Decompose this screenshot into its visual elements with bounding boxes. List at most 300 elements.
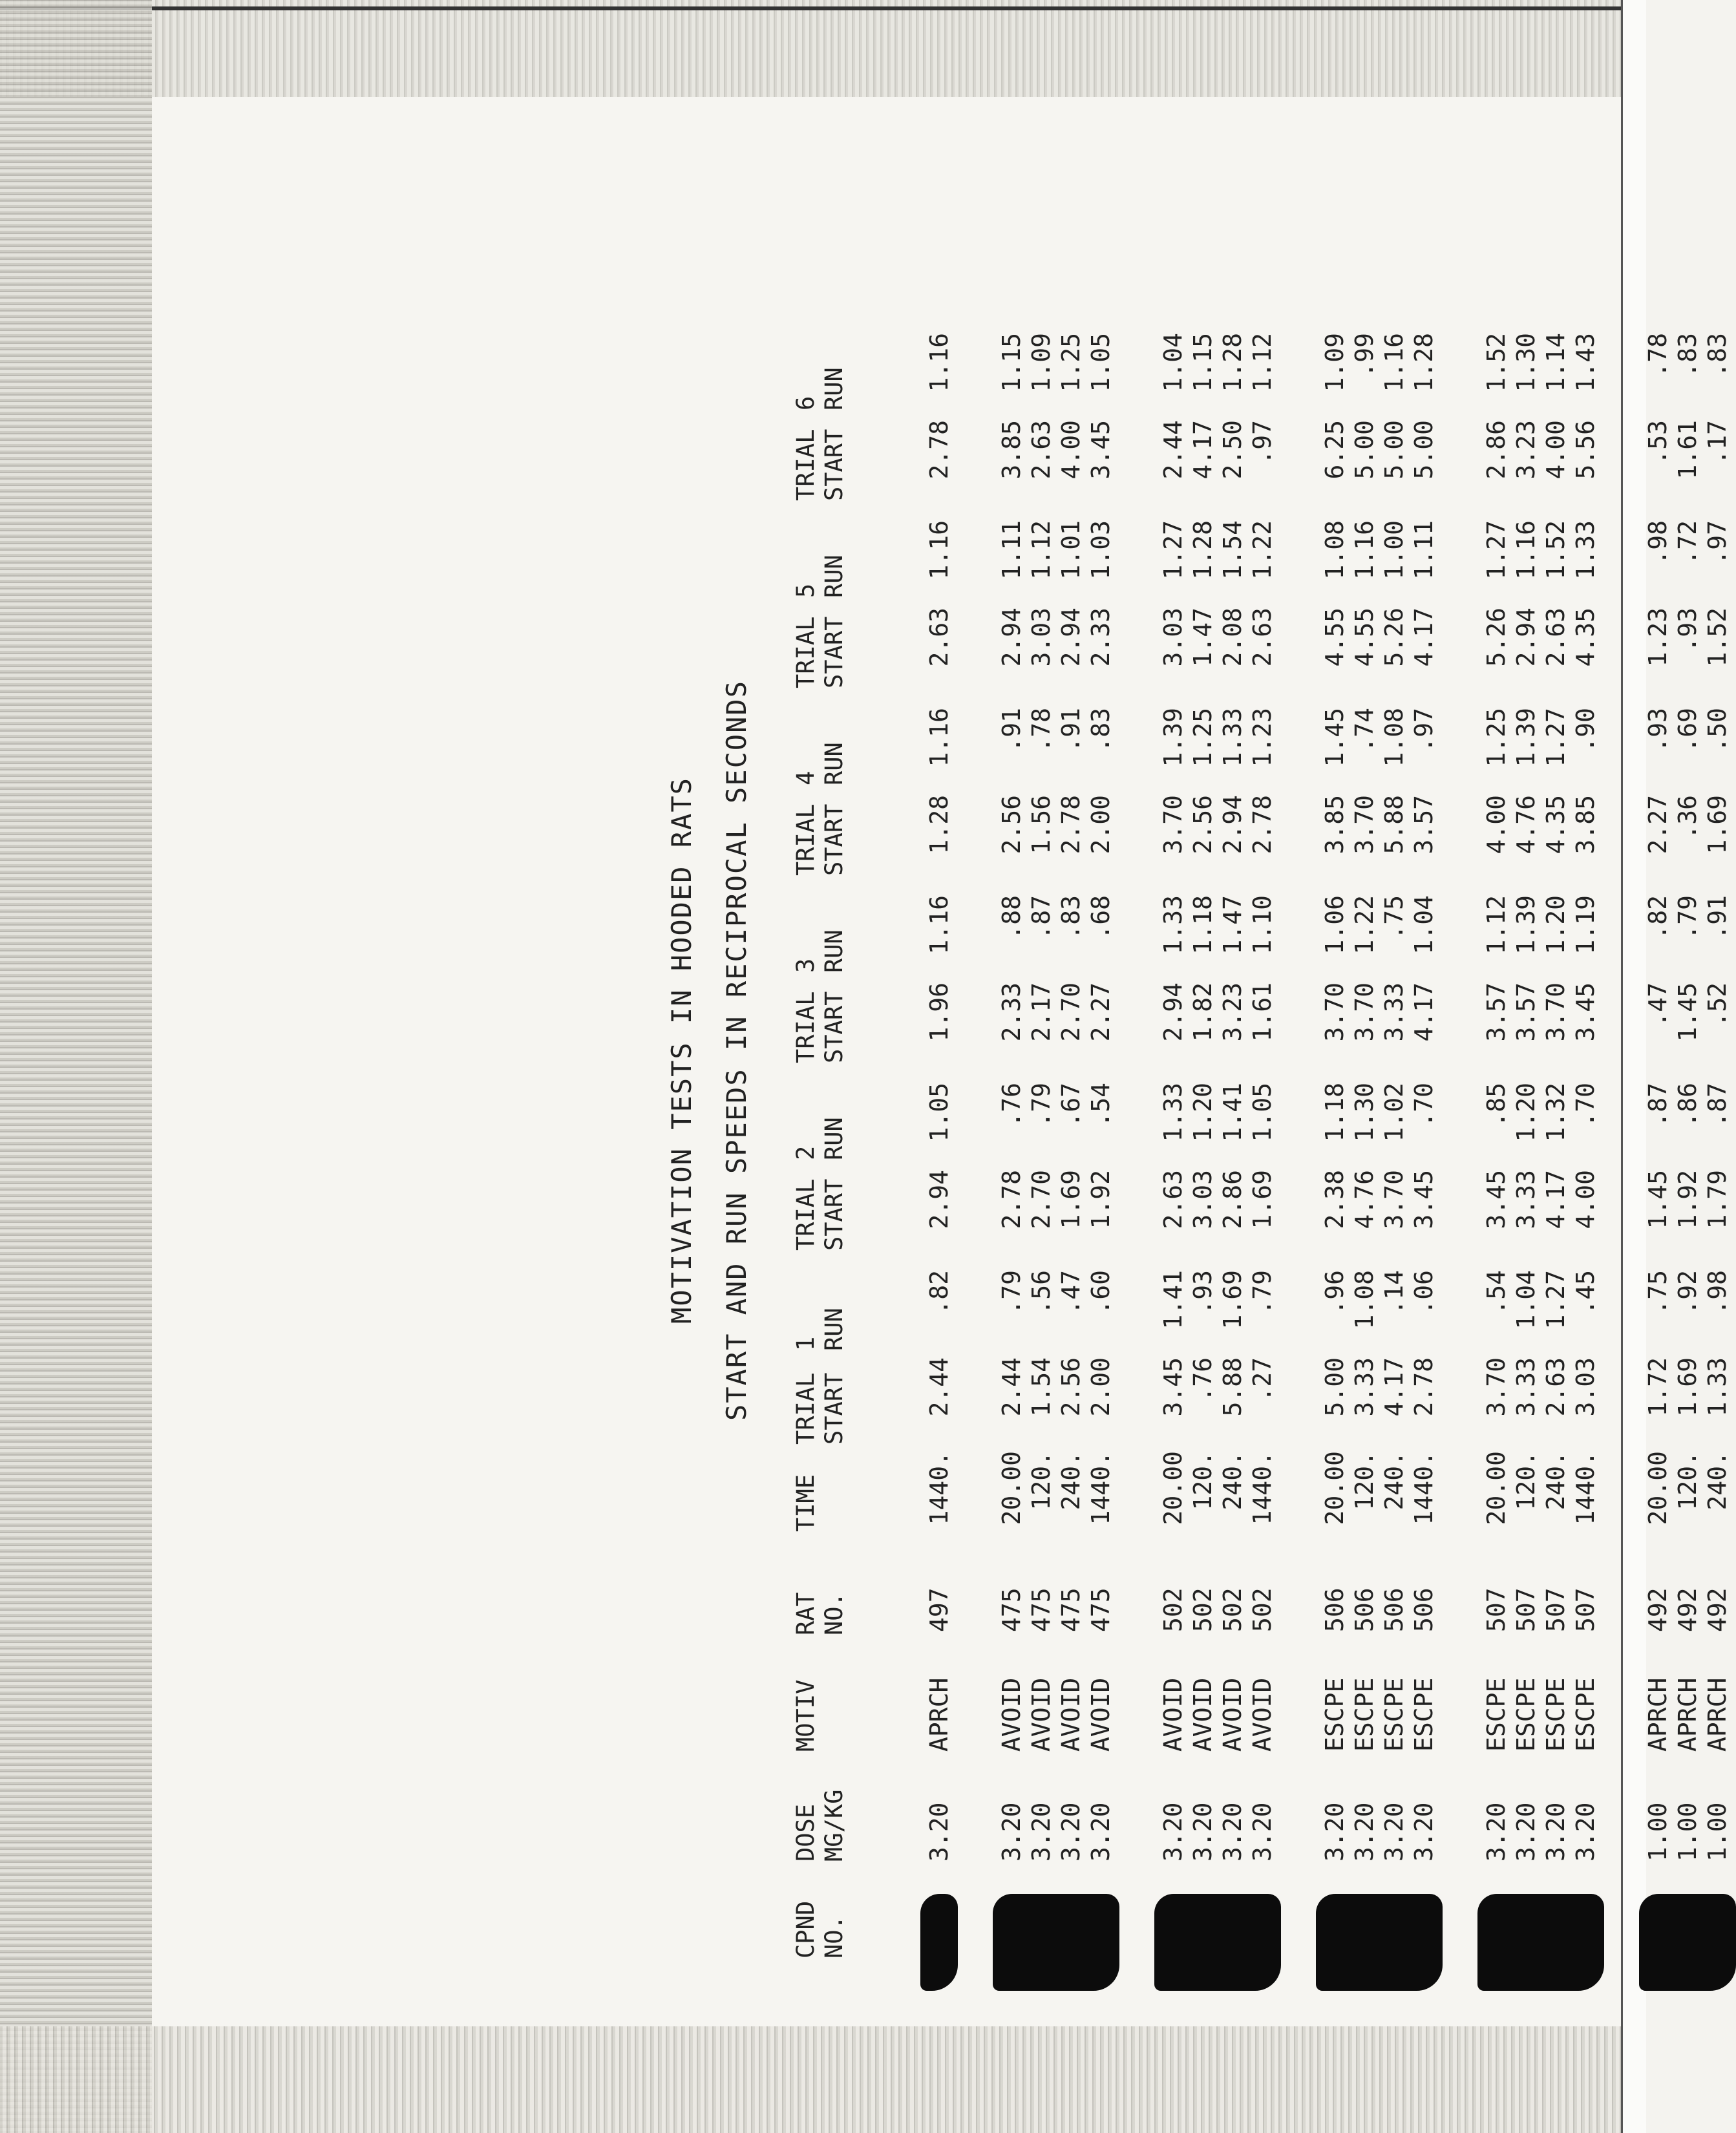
cell-trial3-run: .68 xyxy=(1086,895,1115,940)
cell-trial6-run: 1.15 xyxy=(997,333,1026,392)
cell-trial2-start: 2.38 xyxy=(1320,1170,1349,1229)
table-row xyxy=(1320,129,1350,1971)
cell-time: 20.00 xyxy=(1159,1451,1187,1525)
cell-trial4-run: .50 xyxy=(1703,708,1731,752)
column-header-line1: TRIAL xyxy=(792,991,820,1063)
row-group xyxy=(1481,129,1600,1971)
cell-trial2-run: 1.05 xyxy=(1248,1083,1276,1142)
cell-motiv: ESCPE xyxy=(1571,1677,1600,1752)
cell-trial6-run: 1.15 xyxy=(1189,333,1217,392)
cell-trial2-start: 2.70 xyxy=(1027,1170,1055,1229)
scan-edge-top xyxy=(0,0,1644,97)
cell-trial6-run: 1.30 xyxy=(1512,333,1540,392)
cell-trial4-start: .36 xyxy=(1673,795,1702,840)
cell-trial1-run: 1.08 xyxy=(1350,1270,1379,1330)
cell-motiv: AVOID xyxy=(1086,1677,1115,1752)
table-row xyxy=(1247,129,1277,1971)
cell-trial3-start: 3.45 xyxy=(1571,982,1600,1042)
cell-trial1-run: .60 xyxy=(1086,1270,1115,1315)
cell-trial2-start: 4.76 xyxy=(1350,1170,1379,1229)
cell-trial6-run: .99 xyxy=(1350,333,1379,377)
cell-time: 1440. xyxy=(1410,1451,1438,1525)
cell-trial1-start: 2.78 xyxy=(1410,1357,1438,1417)
row-group xyxy=(924,129,954,1971)
cell-trial2-start: 2.78 xyxy=(997,1170,1026,1229)
cell-trial5-run: 1.16 xyxy=(1512,520,1540,580)
cell-motiv: ESCPE xyxy=(1410,1677,1438,1752)
cell-motiv: AVOID xyxy=(1057,1677,1085,1752)
cell-trial1-start: 3.03 xyxy=(1571,1357,1600,1417)
cell-trial3-run: 1.04 xyxy=(1410,895,1438,955)
cell-trial1-start: 2.44 xyxy=(997,1357,1026,1417)
table-row xyxy=(1643,129,1673,1971)
cell-time: 1440. xyxy=(925,1451,953,1525)
cell-trial6-run: 1.28 xyxy=(1218,333,1247,392)
cell-trial1-run: .93 xyxy=(1189,1270,1217,1315)
cell-trial2-start: 4.17 xyxy=(1541,1170,1570,1229)
cell-trial2-run: 1.05 xyxy=(925,1083,953,1142)
cell-trial1-run: .75 xyxy=(1644,1270,1672,1315)
cell-rat-no: 507 xyxy=(1541,1587,1570,1632)
cell-trial3-run: 1.47 xyxy=(1218,895,1247,955)
cell-trial1-start: 3.70 xyxy=(1482,1357,1510,1417)
redaction-mark xyxy=(1154,1894,1281,1991)
cell-trial6-start: 4.00 xyxy=(1057,420,1085,480)
cell-motiv: ESCPE xyxy=(1512,1677,1540,1752)
cell-trial3-start: 2.94 xyxy=(1159,982,1187,1042)
column-header-time xyxy=(792,1474,820,1532)
cell-trial6-start: 5.00 xyxy=(1410,420,1438,480)
cell-trial3-start: 3.57 xyxy=(1482,982,1510,1042)
cell-trial4-run: 1.27 xyxy=(1541,708,1570,767)
cell-trial2-run: .76 xyxy=(997,1083,1026,1127)
cell-trial1-start: 2.00 xyxy=(1086,1357,1115,1417)
table-row xyxy=(1481,129,1511,1971)
cell-trial1-run: .56 xyxy=(1027,1270,1055,1315)
cell-trial3-start: 3.70 xyxy=(1350,982,1379,1042)
cell-trial5-start: 1.47 xyxy=(1189,608,1217,667)
cell-rat-no: 502 xyxy=(1189,1587,1217,1632)
cell-trial3-start: 2.33 xyxy=(997,982,1026,1042)
cell-trial2-run: .85 xyxy=(1482,1083,1510,1127)
cell-trial5-run: 1.12 xyxy=(1027,520,1055,580)
cell-rat-no: 507 xyxy=(1571,1587,1600,1632)
cell-dose: 3.20 xyxy=(1159,1802,1187,1862)
cell-trial1-start: 2.44 xyxy=(925,1357,953,1417)
cell-motiv: AVOID xyxy=(1218,1677,1247,1752)
table-row xyxy=(1541,129,1571,1971)
column-header-line2: RUN xyxy=(820,1117,848,1160)
column-header-line2: RUN xyxy=(820,367,848,410)
cell-trial5-run: 1.16 xyxy=(1350,520,1379,580)
cell-trial4-start: 3.70 xyxy=(1350,795,1379,854)
cell-trial5-run: 1.11 xyxy=(1410,520,1438,580)
cell-trial3-run: .75 xyxy=(1380,895,1408,940)
table-row xyxy=(1056,129,1086,1971)
cell-trial5-run: 1.28 xyxy=(1189,520,1217,580)
cell-trial1-start: 1.72 xyxy=(1644,1357,1672,1417)
cell-trial3-run: .88 xyxy=(997,895,1026,940)
cell-trial1-start: 4.17 xyxy=(1380,1357,1408,1417)
cell-trial1-run: .96 xyxy=(1320,1270,1349,1315)
cell-trial4-start: 2.78 xyxy=(1057,795,1085,854)
cell-trial5-start: 2.63 xyxy=(1248,608,1276,667)
cell-trial3-run: .91 xyxy=(1703,895,1731,940)
table-row xyxy=(1086,129,1116,1971)
cell-motiv: ESCPE xyxy=(1350,1677,1379,1752)
cell-trial4-start: 2.94 xyxy=(1218,795,1247,854)
cell-dose: 3.20 xyxy=(1571,1802,1600,1862)
column-header-line1: TRIAL xyxy=(792,803,820,876)
cell-trial5-start: 2.94 xyxy=(1057,608,1085,667)
cell-trial6-run: .83 xyxy=(1703,333,1731,377)
cell-trial4-run: .91 xyxy=(997,708,1026,752)
cell-trial2-start: 3.70 xyxy=(1380,1170,1408,1229)
table-row xyxy=(1379,129,1409,1971)
column-header-motiv xyxy=(792,1680,820,1752)
cell-trial6-start: 2.44 xyxy=(1159,420,1187,480)
cell-trial4-start: 1.28 xyxy=(925,795,953,854)
cell-trial6-start: 1.61 xyxy=(1673,420,1702,480)
cell-trial1-run: .82 xyxy=(925,1270,953,1315)
cell-trial5-run: .98 xyxy=(1644,520,1672,565)
cell-trial6-start: 3.85 xyxy=(997,420,1026,480)
cell-dose: 3.20 xyxy=(1541,1802,1570,1862)
cell-trial1-run: .06 xyxy=(1410,1270,1438,1315)
cell-trial6-start: 4.17 xyxy=(1189,420,1217,480)
cell-trial5-start: 3.03 xyxy=(1027,608,1055,667)
cell-dose: 3.20 xyxy=(997,1802,1026,1862)
cell-trial4-run: .90 xyxy=(1571,708,1600,752)
cell-rat-no: 475 xyxy=(1086,1587,1115,1632)
cell-trial4-start: 2.56 xyxy=(997,795,1026,854)
cell-trial1-run: .98 xyxy=(1703,1270,1731,1315)
cell-rat-no: 502 xyxy=(1218,1587,1247,1632)
rotated-printout xyxy=(194,129,1731,1971)
cell-rat-no: 475 xyxy=(1027,1587,1055,1632)
redaction-mark xyxy=(1316,1894,1443,1991)
column-header-trial3-start xyxy=(792,992,849,1063)
cell-trial5-run: 1.27 xyxy=(1159,520,1187,580)
row-group xyxy=(1158,129,1277,1971)
cell-trial2-run: .86 xyxy=(1673,1083,1702,1127)
column-header-line2: NO. xyxy=(820,1915,848,1958)
cell-trial6-run: 1.05 xyxy=(1086,333,1115,392)
cell-trial3-run: .82 xyxy=(1644,895,1672,940)
row-group xyxy=(1643,129,1732,1971)
cell-trial1-run: .79 xyxy=(1248,1270,1276,1315)
table-row xyxy=(1188,129,1218,1971)
column-header-line2: START xyxy=(820,803,848,876)
cell-trial5-run: 1.52 xyxy=(1541,520,1570,580)
cell-dose: 1.00 xyxy=(1644,1802,1672,1862)
table-row xyxy=(1409,129,1439,1971)
cell-rat-no: 502 xyxy=(1248,1587,1276,1632)
cell-trial2-start: 2.86 xyxy=(1218,1170,1247,1229)
cell-trial5-run: 1.03 xyxy=(1086,520,1115,580)
cell-trial2-start: 1.92 xyxy=(1673,1170,1702,1229)
cell-trial5-start: 4.55 xyxy=(1320,608,1349,667)
cell-dose: 3.20 xyxy=(1320,1802,1349,1862)
cell-trial2-run: 1.30 xyxy=(1350,1083,1379,1142)
cell-trial4-run: .97 xyxy=(1410,708,1438,752)
cell-dose: 3.20 xyxy=(1086,1802,1115,1862)
scan-edge-bottom xyxy=(0,2026,1644,2133)
cell-rat-no: 497 xyxy=(925,1587,953,1632)
cell-trial2-run: 1.41 xyxy=(1218,1083,1247,1142)
cell-rat-no: 492 xyxy=(1703,1587,1731,1632)
cell-trial5-start: 5.26 xyxy=(1482,608,1510,667)
cell-rat-no: 506 xyxy=(1320,1587,1349,1632)
cell-trial2-start: 1.69 xyxy=(1057,1170,1085,1229)
cell-trial5-run: 1.33 xyxy=(1571,520,1600,580)
column-header-line1: TRIAL xyxy=(792,616,820,688)
cell-time: 120. xyxy=(1673,1451,1702,1511)
cell-trial2-run: .87 xyxy=(1644,1083,1672,1127)
cell-trial1-start: 1.69 xyxy=(1673,1357,1702,1417)
cell-trial1-run: 1.04 xyxy=(1512,1270,1540,1330)
cell-trial3-run: 1.39 xyxy=(1512,895,1540,955)
cell-trial4-run: .69 xyxy=(1673,708,1702,752)
cell-trial2-start: 1.45 xyxy=(1644,1170,1672,1229)
cell-trial6-run: 1.16 xyxy=(1380,333,1408,392)
cell-time: 120. xyxy=(1350,1451,1379,1511)
cell-trial3-start: 1.82 xyxy=(1189,982,1217,1042)
cell-motiv: AVOID xyxy=(1189,1677,1217,1752)
cell-trial4-start: 1.56 xyxy=(1027,795,1055,854)
row-group xyxy=(1320,129,1439,1971)
cell-trial5-start: 2.94 xyxy=(1512,608,1540,667)
cell-dose: 3.20 xyxy=(1512,1802,1540,1862)
cell-motiv: APRCH xyxy=(1673,1677,1702,1752)
cell-trial5-run: 1.08 xyxy=(1320,520,1349,580)
cell-motiv: APRCH xyxy=(925,1677,953,1752)
cell-trial1-start: 1.33 xyxy=(1703,1357,1731,1417)
cell-motiv: APRCH xyxy=(1703,1677,1731,1752)
table-row xyxy=(924,129,954,1971)
cell-trial3-start: 4.17 xyxy=(1410,982,1438,1042)
cell-trial3-run: .79 xyxy=(1673,895,1702,940)
column-header-trial6-run xyxy=(792,367,849,410)
document-subtitle: START AND RUN SPEEDS IN RECIPROCAL SECONDS xyxy=(721,679,752,1421)
cell-rat-no: 502 xyxy=(1159,1587,1187,1632)
cell-trial1-run: 1.41 xyxy=(1159,1270,1187,1330)
cell-time: 20.00 xyxy=(1644,1451,1672,1525)
cell-rat-no: 506 xyxy=(1410,1587,1438,1632)
cell-trial2-start: 1.92 xyxy=(1086,1170,1115,1229)
scan-edge-line xyxy=(0,6,1644,10)
column-header-line1: 6 xyxy=(792,396,820,410)
cell-trial5-start: 2.63 xyxy=(1541,608,1570,667)
column-header-line2: RUN xyxy=(820,929,848,973)
cell-time: 240. xyxy=(1218,1451,1247,1511)
cell-trial5-run: .72 xyxy=(1673,520,1702,565)
cell-trial2-start: 1.69 xyxy=(1248,1170,1276,1229)
cell-trial6-start: 3.23 xyxy=(1512,420,1540,480)
cell-trial4-start: 3.70 xyxy=(1159,795,1187,854)
cell-trial4-start: 4.76 xyxy=(1512,795,1540,854)
column-header-line2: START xyxy=(820,991,848,1063)
cell-trial4-start: 2.56 xyxy=(1189,795,1217,854)
column-header-line2: RUN xyxy=(820,1308,848,1351)
cell-trial1-run: .14 xyxy=(1380,1270,1408,1315)
cell-dose: 1.00 xyxy=(1703,1802,1731,1862)
cell-trial4-start: 4.00 xyxy=(1482,795,1510,854)
cell-trial4-start: 2.27 xyxy=(1644,795,1672,854)
cell-trial5-run: 1.16 xyxy=(925,520,953,580)
column-header-line1: 4 xyxy=(792,770,820,785)
cell-trial3-start: 2.70 xyxy=(1057,982,1085,1042)
column-header-line2: MG/KG xyxy=(820,1789,848,1862)
column-header-trial3-run xyxy=(792,929,849,973)
cell-trial5-start: 4.17 xyxy=(1410,608,1438,667)
cell-motiv: AVOID xyxy=(1027,1677,1055,1752)
cell-time: 20.00 xyxy=(1482,1451,1510,1525)
column-header-trial4-start xyxy=(792,804,849,876)
cell-trial4-start: 2.78 xyxy=(1248,795,1276,854)
cell-trial2-start: 3.33 xyxy=(1512,1170,1540,1229)
column-header-line2: START xyxy=(820,429,848,501)
column-header-trial1-run xyxy=(792,1308,849,1351)
cell-trial4-run: 1.23 xyxy=(1248,708,1276,767)
cell-dose: 3.20 xyxy=(925,1802,953,1862)
cell-rat-no: 506 xyxy=(1350,1587,1379,1632)
cell-rat-no: 475 xyxy=(997,1587,1026,1632)
table-row xyxy=(997,129,1026,1971)
cell-trial5-run: 1.27 xyxy=(1482,520,1510,580)
column-header-line2: START xyxy=(820,1372,848,1445)
cell-trial3-run: 1.12 xyxy=(1482,895,1510,955)
cell-trial3-start: 1.96 xyxy=(925,982,953,1042)
cell-trial5-start: 1.52 xyxy=(1703,608,1731,667)
cell-trial5-start: 2.33 xyxy=(1086,608,1115,667)
cell-rat-no: 492 xyxy=(1644,1587,1672,1632)
cell-trial2-run: 1.33 xyxy=(1159,1083,1187,1142)
column-header-trial4-run xyxy=(792,742,849,785)
cell-trial5-start: 4.55 xyxy=(1350,608,1379,667)
cell-rat-no: 506 xyxy=(1380,1587,1408,1632)
cell-trial5-run: 1.11 xyxy=(997,520,1026,580)
cell-trial1-run: .45 xyxy=(1571,1270,1600,1315)
cell-trial6-run: 1.09 xyxy=(1027,333,1055,392)
cell-trial4-start: 3.85 xyxy=(1320,795,1349,854)
cell-trial6-run: .78 xyxy=(1644,333,1672,377)
cell-trial4-run: .74 xyxy=(1350,708,1379,752)
cell-time: 240. xyxy=(1380,1451,1408,1511)
cell-trial1-start: .27 xyxy=(1248,1357,1276,1402)
cell-trial6-start: 5.00 xyxy=(1350,420,1379,480)
cell-trial3-run: .83 xyxy=(1057,895,1085,940)
cell-trial6-run: 1.16 xyxy=(925,333,953,392)
cell-time: 20.00 xyxy=(997,1451,1026,1525)
column-header-line2: RUN xyxy=(820,742,848,785)
cell-trial6-start: 3.45 xyxy=(1086,420,1115,480)
column-header-dose xyxy=(792,1790,849,1862)
cell-trial4-run: 1.45 xyxy=(1320,708,1349,767)
cell-motiv: AVOID xyxy=(1159,1677,1187,1752)
cell-trial2-run: 1.18 xyxy=(1320,1083,1349,1142)
cell-trial5-start: 2.08 xyxy=(1218,608,1247,667)
cell-trial5-start: 3.03 xyxy=(1159,608,1187,667)
column-header-line1: MOTIV xyxy=(792,1679,820,1752)
cell-dose: 3.20 xyxy=(1057,1802,1085,1862)
table-row xyxy=(1218,129,1247,1971)
cell-trial3-start: .47 xyxy=(1644,982,1672,1027)
table-row xyxy=(1350,129,1379,1971)
column-header-line2: START xyxy=(820,1178,848,1251)
cell-motiv: ESCPE xyxy=(1380,1677,1408,1752)
cell-trial6-run: 1.28 xyxy=(1410,333,1438,392)
cell-trial1-run: .92 xyxy=(1673,1270,1702,1315)
redaction-mark xyxy=(993,1894,1119,1991)
cell-trial2-run: .54 xyxy=(1086,1083,1115,1127)
redaction-mark xyxy=(1639,1894,1736,1991)
cell-trial6-start: .97 xyxy=(1248,420,1276,465)
cell-trial6-run: 1.09 xyxy=(1320,333,1349,392)
cell-trial3-run: 1.22 xyxy=(1350,895,1379,955)
cell-time: 120. xyxy=(1512,1451,1540,1511)
document-title: MOTIVATION TESTS IN HOODED RATS xyxy=(666,777,697,1324)
column-header-line1: DOSE xyxy=(792,1803,820,1862)
cell-trial2-run: 1.32 xyxy=(1541,1083,1570,1142)
cell-motiv: ESCPE xyxy=(1541,1677,1570,1752)
column-header-line2: RUN xyxy=(820,555,848,598)
cell-trial4-run: 1.39 xyxy=(1159,708,1187,767)
cell-trial3-run: 1.33 xyxy=(1159,895,1187,955)
cell-dose: 3.20 xyxy=(1350,1802,1379,1862)
column-header-trial5-run xyxy=(792,555,849,598)
cell-trial4-run: .91 xyxy=(1057,708,1085,752)
cell-trial1-run: .79 xyxy=(997,1270,1026,1315)
cell-trial4-start: 4.35 xyxy=(1541,795,1570,854)
cell-trial3-start: 3.23 xyxy=(1218,982,1247,1042)
column-header-line1: 2 xyxy=(792,1145,820,1160)
cell-dose: 3.20 xyxy=(1482,1802,1510,1862)
cell-trial3-start: 2.17 xyxy=(1027,982,1055,1042)
table-row xyxy=(1702,129,1732,1971)
cell-trial6-start: 5.56 xyxy=(1571,420,1600,480)
cell-rat-no: 507 xyxy=(1482,1587,1510,1632)
cell-trial1-start: 1.54 xyxy=(1027,1357,1055,1417)
cell-trial3-start: 2.27 xyxy=(1086,982,1115,1042)
cell-trial3-start: 1.45 xyxy=(1673,982,1702,1042)
cell-trial3-run: .87 xyxy=(1027,895,1055,940)
cell-time: 240. xyxy=(1541,1451,1570,1511)
redaction-mark xyxy=(1477,1894,1604,1991)
cell-trial4-start: 3.85 xyxy=(1571,795,1600,854)
cell-dose: 3.20 xyxy=(1410,1802,1438,1862)
cell-trial4-run: 1.25 xyxy=(1482,708,1510,767)
column-header-line1: TIME xyxy=(792,1474,820,1532)
cell-trial6-run: .83 xyxy=(1673,333,1702,377)
cell-dose: 3.20 xyxy=(1380,1802,1408,1862)
cell-motiv: AVOID xyxy=(1248,1677,1276,1752)
cell-trial5-run: 1.54 xyxy=(1218,520,1247,580)
cell-trial1-start: 3.33 xyxy=(1350,1357,1379,1417)
cell-trial1-run: 1.69 xyxy=(1218,1270,1247,1330)
cell-time: 240. xyxy=(1057,1451,1085,1511)
cell-trial5-start: 5.26 xyxy=(1380,608,1408,667)
cell-trial6-start: 2.78 xyxy=(925,420,953,480)
cell-dose: 3.20 xyxy=(1248,1802,1276,1862)
cell-trial5-start: 1.23 xyxy=(1644,608,1672,667)
cell-trial1-start: 5.88 xyxy=(1218,1357,1247,1417)
cell-dose: 3.20 xyxy=(1027,1802,1055,1862)
cell-trial6-start: 2.63 xyxy=(1027,420,1055,480)
table-row xyxy=(1511,129,1541,1971)
cell-trial4-start: 5.88 xyxy=(1380,795,1408,854)
cell-trial3-run: 1.16 xyxy=(925,895,953,955)
